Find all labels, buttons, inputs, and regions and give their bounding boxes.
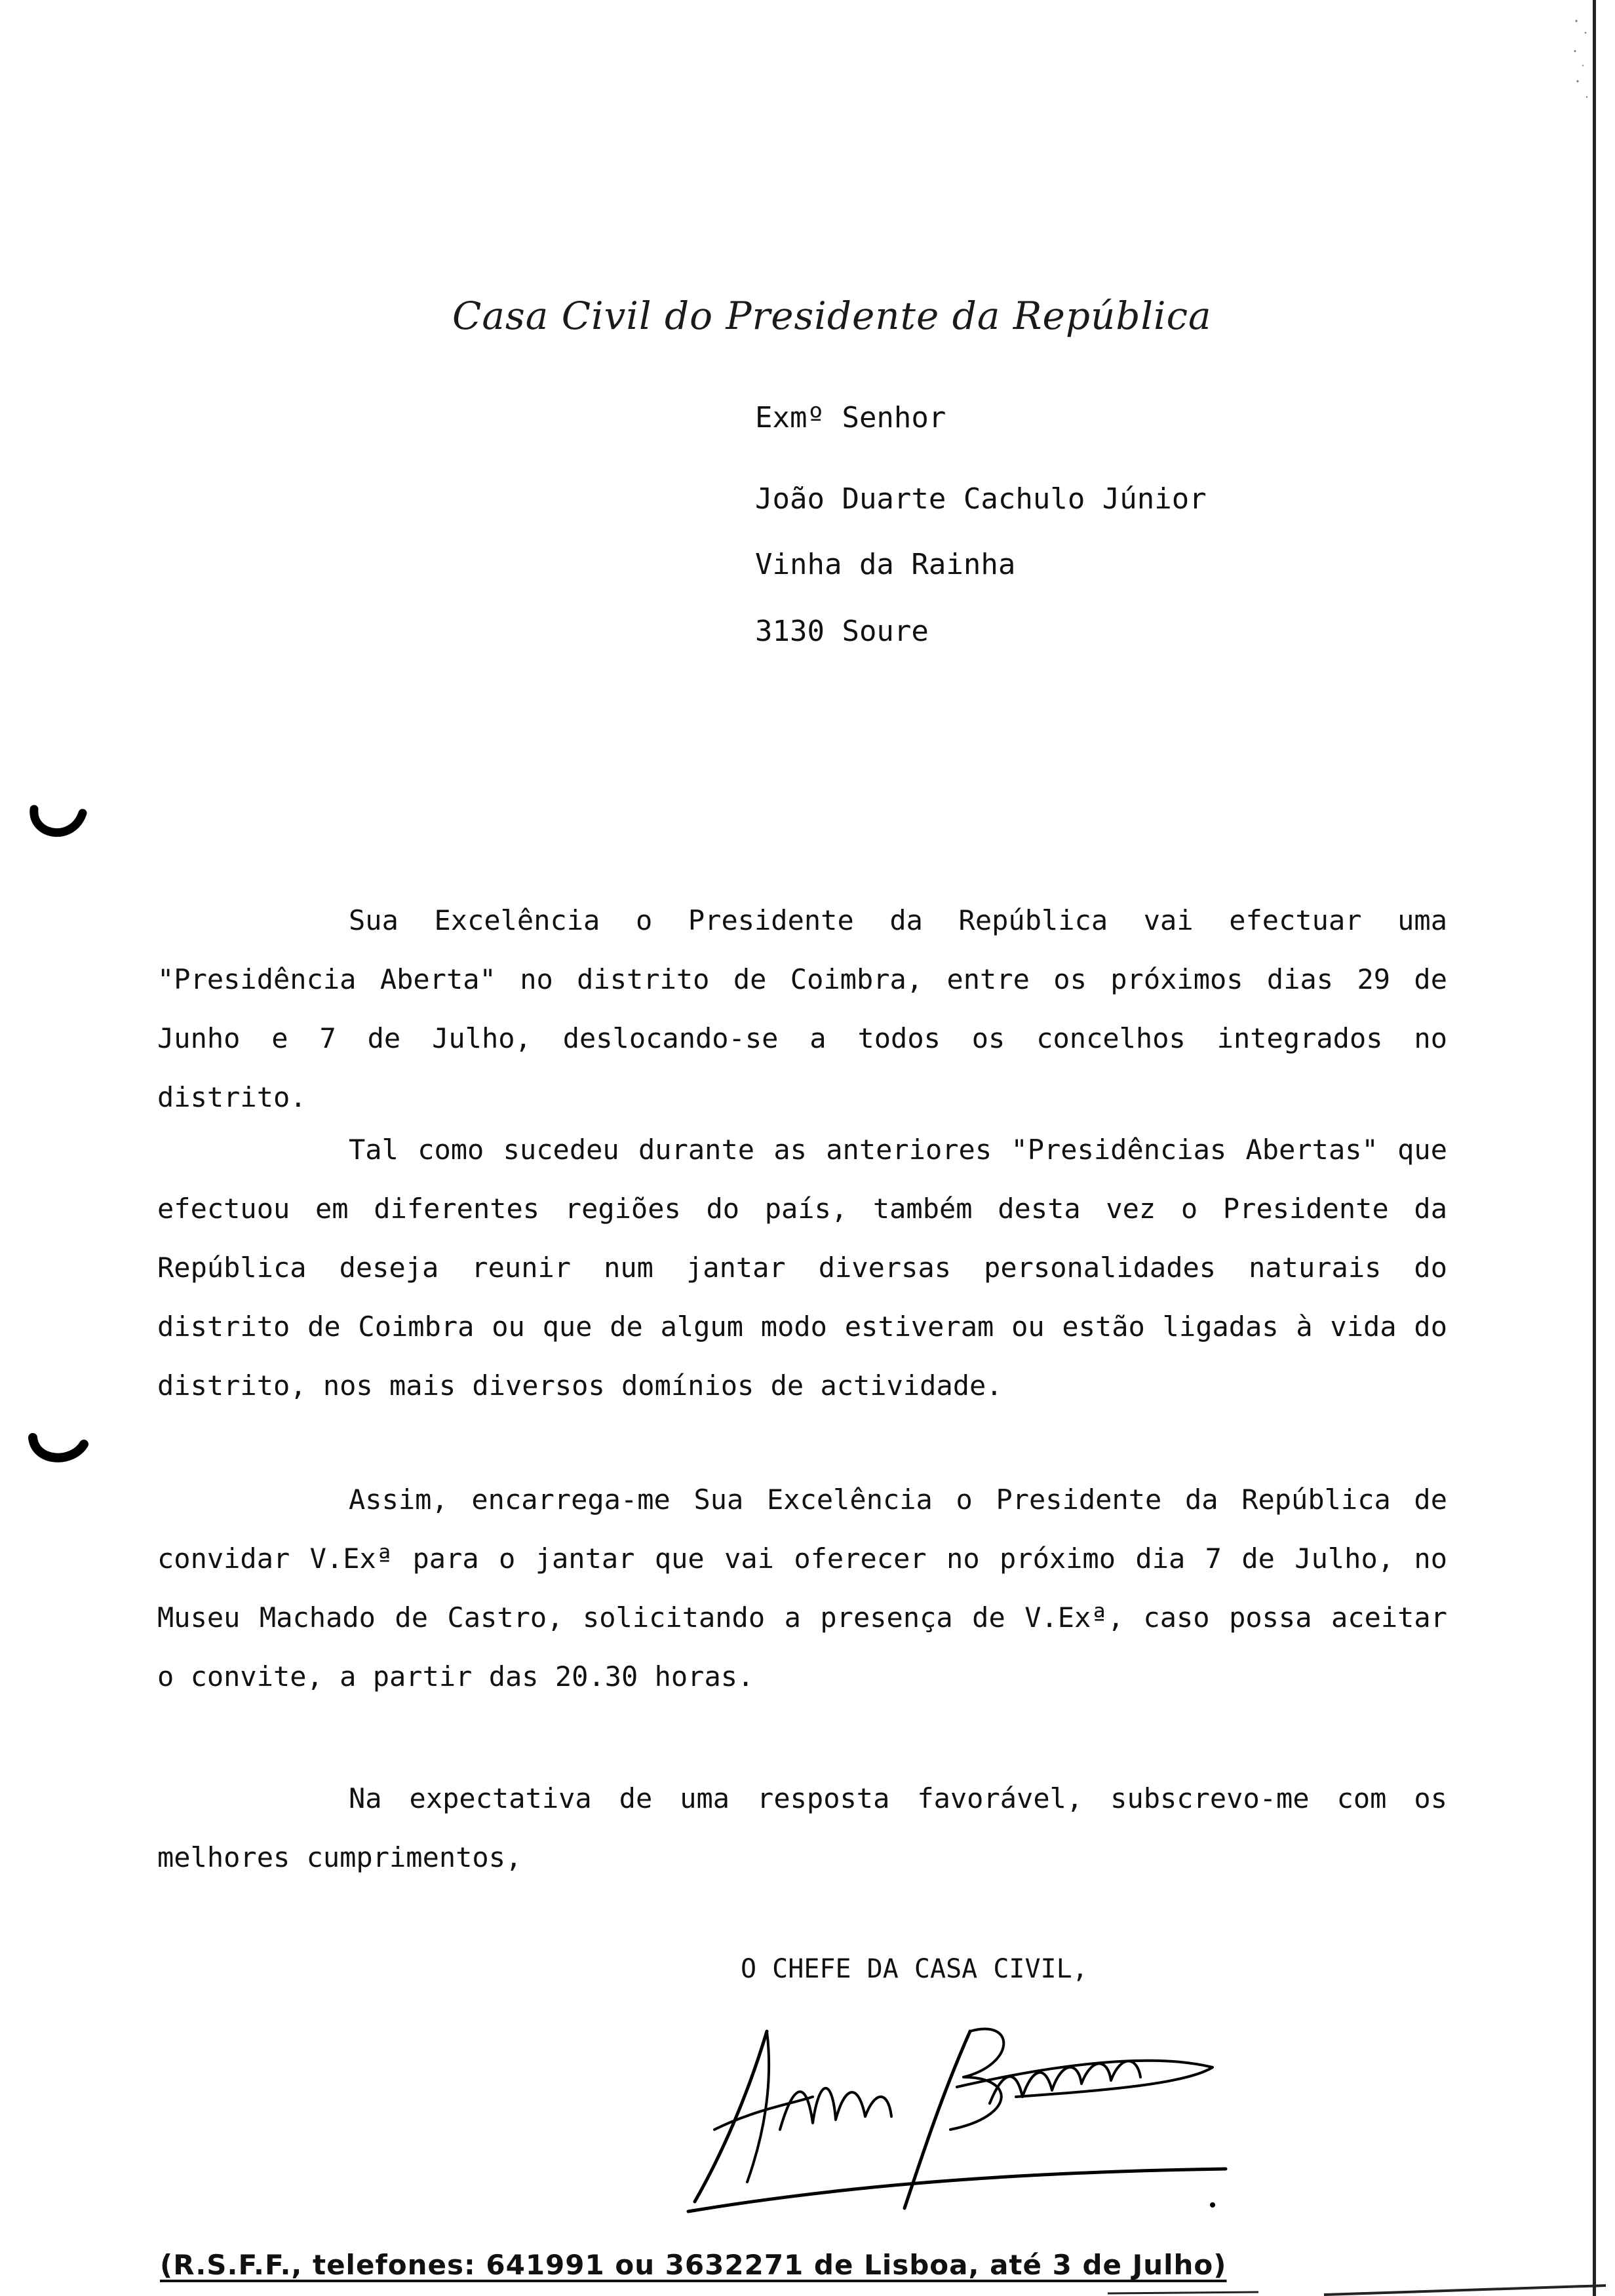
page-edge <box>1593 0 1596 2296</box>
recipient-city: 3130 Soure <box>755 615 929 648</box>
handwritten-signature <box>649 2005 1258 2221</box>
letterhead: Casa Civil do Presidente da República <box>452 294 1212 338</box>
recipient-name: João Duarte Cachulo Júnior <box>755 482 1207 516</box>
body-paragraph: Assim, encarrega-me Sua Excelência o Presidente da República de convidar V.Exª para o jantar que vai oferecer no próximo dia 7 de Julho, no Museu Machado de Castro, solicitando a presença de V.Exª, caso possa aceitar o convite, a partir das 20.30 horas. <box>157 1483 1447 1693</box>
body-paragraph: Sua Excelência o Presidente da República vai efectuar uma "Presidência Aberta" no distrito de Coimbra, entre os próximos dias 29 de Junho e 7 de Julho, deslocando-se a todos os concelhos integrados no distrito. <box>157 904 1447 1113</box>
scan-artifacts <box>1108 2274 1606 2296</box>
recipient-salutation: Exmº Senhor <box>755 401 946 434</box>
recipient-street: Vinha da Rainha <box>755 548 1016 581</box>
edge-specks <box>1570 13 1596 118</box>
body-paragraph: Na expectativa de uma resposta favorável, subscrevo-me com os melhores cumprimentos, <box>157 1782 1447 1873</box>
punch-hole-bottom <box>26 1422 92 1474</box>
closing-title: O CHEFE DA CASA CIVIL, <box>741 1954 1088 1984</box>
footer-note: (R.S.F.F., telefones: 641991 ou 3632271 de Lisboa, até 3 de Julho) <box>160 2249 1227 2281</box>
punch-hole-top <box>26 796 92 849</box>
body-paragraph: Tal como sucedeu durante as anteriores "Presidências Abertas" que efectuou em diferentes regiões do país, também desta vez o Presidente da República deseja reunir num jantar diversas personalidades naturais do distrito de Coimbra ou que de algum modo estiveram ou estão ligadas à vida do distrito, nos mais diversos domínios de actividade. <box>157 1134 1447 1402</box>
